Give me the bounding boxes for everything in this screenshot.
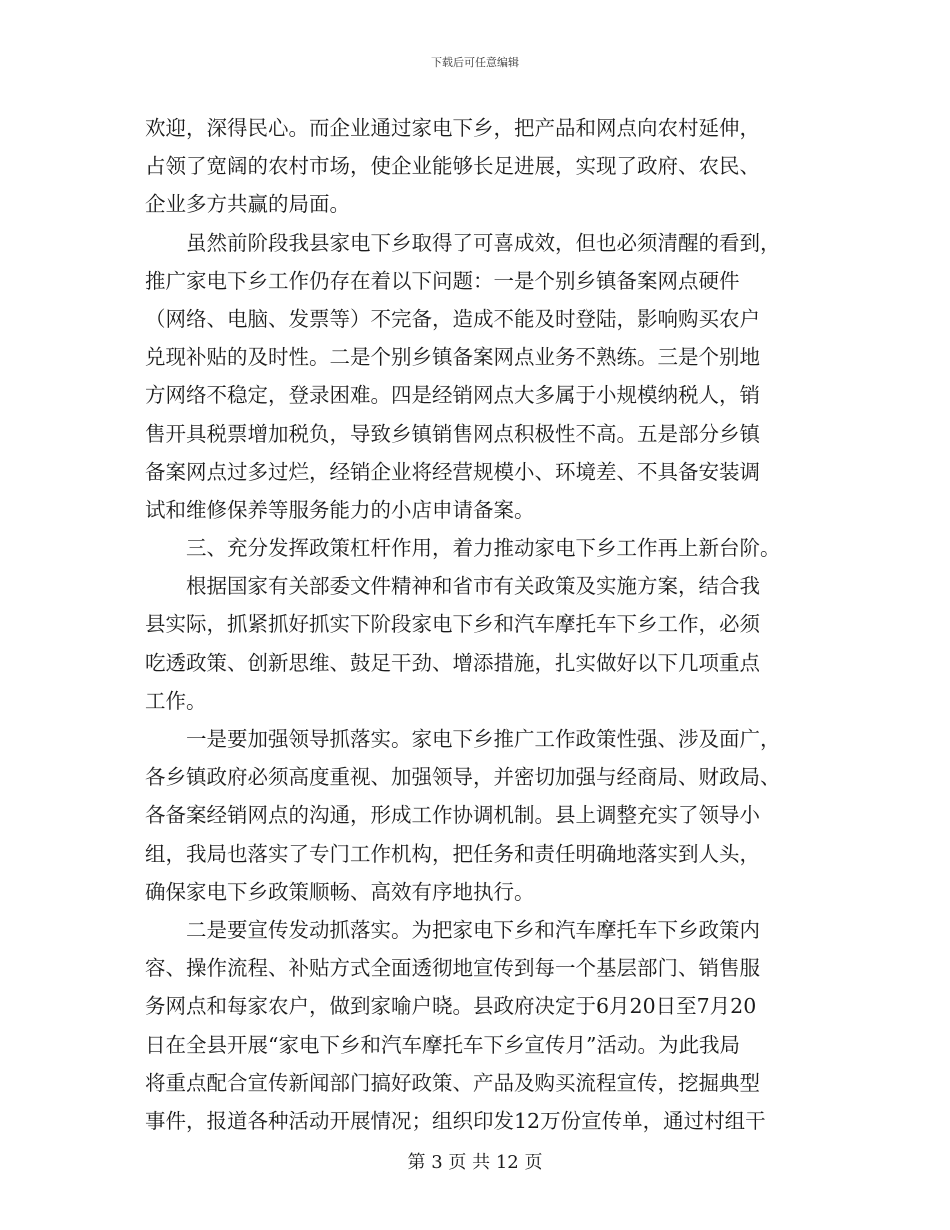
document-body bbox=[145, 109, 815, 1140]
text-line: 备案网点过多过烂，经销企业将经营规模小、环境差、不具备安装调 bbox=[145, 459, 760, 484]
text-line: 推广家电下乡工作仍存在着以下问题：一是个别乡镇备案网点硬件 bbox=[145, 268, 740, 293]
text-line: 试和维修保养等服务能力的小店申请备案。 bbox=[145, 497, 535, 522]
text-line: 务网点和每家农户，做到家喻户晓。县政府决定于6月20日至7月20 bbox=[145, 994, 757, 1019]
text-line: 容、操作流程、补贴方式全面透彻地宣传到每一个基层部门、销售服 bbox=[145, 956, 760, 981]
text-line: 各备案经销网点的沟通，形成工作协调机制。县上调整充实了领导小 bbox=[145, 803, 760, 828]
text-line: 欢迎，深得民心。而企业通过家电下乡，把产品和网点向农村延伸， bbox=[145, 116, 760, 140]
paragraph-start-line: 根据国家有关部委文件精神和省市有关政策及实施方案，结合我 bbox=[186, 574, 760, 599]
paragraph-start-line: 一是要加强领导抓落实。家电下乡推广工作政策性强、涉及面广， bbox=[186, 727, 781, 751]
text-line: 方网络不稳定，登录困难。四是经销网点大多属于小规模纳税人，销 bbox=[145, 383, 760, 408]
text-line: 占领了宽阔的农村市场，使企业能够长足进展，实现了政府、农民、 bbox=[145, 154, 760, 179]
text-line: 企业多方共赢的局面。 bbox=[145, 192, 350, 217]
section-heading: 三、充分发挥政策杠杆作用，着力推动家电下乡工作再上新台阶。 bbox=[186, 536, 781, 561]
text-line: 各乡镇政府必须高度重视、加强领导，并密切加强与经商局、财政局、 bbox=[145, 765, 781, 790]
text-line: （网络、电脑、发票等）不完备，造成不能及时登陆，影响购买农户 bbox=[145, 306, 760, 331]
text-line: 县实际，抓紧抓好抓实下阶段家电下乡和汽车摩托车下乡工作，必须 bbox=[145, 612, 760, 637]
text-line: 兑现补贴的及时性。二是个别乡镇备案网点业务不熟练。三是个别地 bbox=[145, 345, 760, 370]
text-line: 组，我局也落实了专门工作机构，把任务和责任明确地落实到人头， bbox=[145, 841, 760, 866]
text-line: 日在全县开展“家电下乡和汽车摩托车下乡宣传月”活动。为此我局 bbox=[145, 1032, 740, 1057]
text-line: 工作。 bbox=[145, 688, 207, 713]
paragraph-start-line: 虽然前阶段我县家电下乡取得了可喜成效，但也必须清醒的看到， bbox=[186, 230, 781, 255]
page-number-footer: 第 3 页 共 12 页 bbox=[407, 1152, 543, 1173]
page-header: 下载后可任意编辑 bbox=[431, 56, 519, 69]
text-line: 吃透政策、创新思维、鼓足干劲、增添措施，扎实做好以下几项重点 bbox=[145, 650, 760, 675]
text-line: 确保家电下乡政策顺畅、高效有序地执行。 bbox=[145, 879, 535, 904]
text-line: 售开具税票增加税负，导致乡镇销售网点积极性不高。五是部分乡镇 bbox=[145, 421, 760, 446]
text-line: 事件，报道各种活动开展情况；组织印发12万份宣传单，通过村组干 bbox=[145, 1108, 766, 1133]
paragraph-start-line: 二是要宣传发动抓落实。为把家电下乡和汽车摩托车下乡政策内 bbox=[186, 917, 760, 942]
text-line: 将重点配合宣传新闻部门搞好政策、产品及购买流程宣传，挖掘典型 bbox=[145, 1070, 760, 1095]
